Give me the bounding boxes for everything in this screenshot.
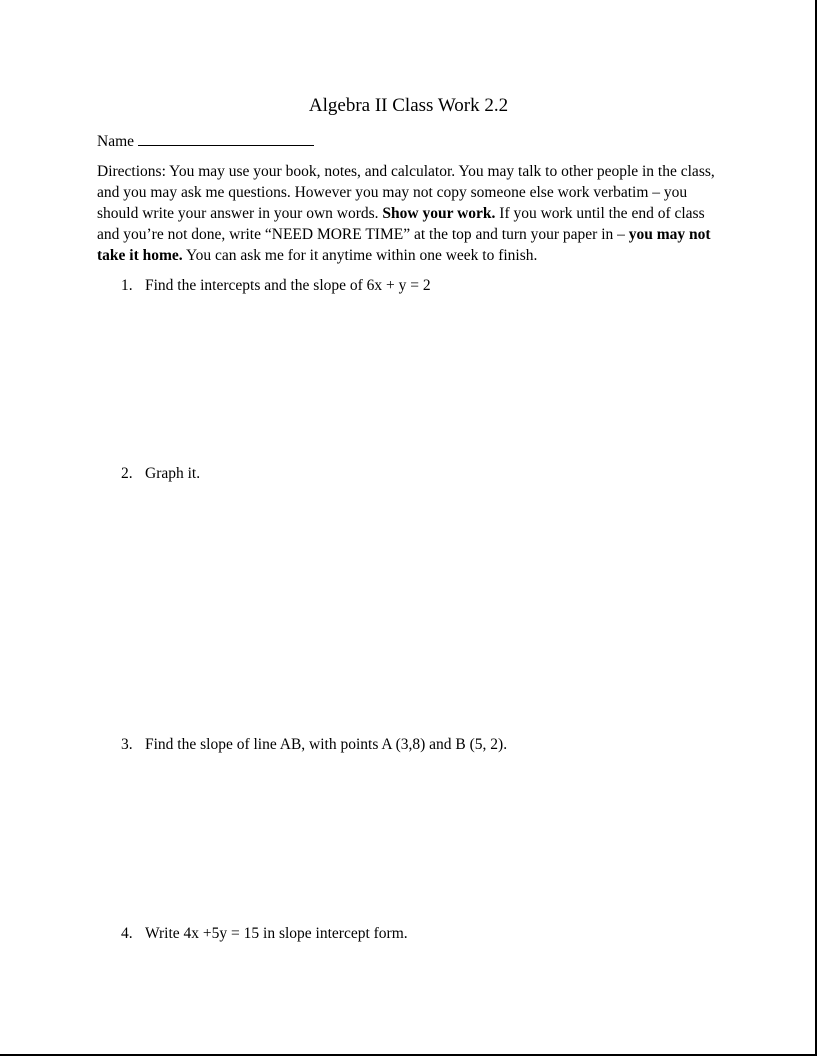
question-text: Graph it. — [145, 465, 201, 482]
directions-bold-2: you may not take it home. — [97, 226, 711, 264]
page-title: Algebra II Class Work 2.2 — [308, 95, 509, 116]
question-4 — [121, 924, 408, 944]
question-number: 1. — [121, 277, 133, 294]
directions-paragraph — [97, 161, 727, 266]
directions-text-3: You can ask me for it anytime within one week to finish. — [182, 247, 538, 264]
question-number: 4. — [121, 925, 133, 942]
name-field-row — [97, 130, 314, 152]
name-blank-line — [138, 130, 314, 146]
directions-bold-1: Show your work. — [382, 205, 496, 222]
name-label: Name — [97, 133, 135, 150]
question-number: 2. — [121, 465, 133, 482]
question-1 — [121, 276, 431, 296]
directions-text-1: Directions: You may use your book, notes, and calculator. You may talk to other people in the class, and you may ask me questions. However you may not copy someone else work verbatim – you should write your answer in your own words. — [97, 163, 715, 222]
question-number: 3. — [121, 736, 133, 753]
directions-text-2: If you work until the end of class and you’re not done, write “NEED MORE TIME” at the top and turn your paper in – — [97, 205, 705, 243]
question-text: Write 4x +5y = 15 in slope intercept form. — [145, 925, 408, 942]
question-3 — [121, 735, 507, 755]
question-text: Find the intercepts and the slope of 6x + y = 2 — [145, 277, 431, 294]
question-2 — [121, 464, 200, 484]
question-text: Find the slope of line AB, with points A (3,8) and B (5, 2). — [145, 736, 508, 753]
